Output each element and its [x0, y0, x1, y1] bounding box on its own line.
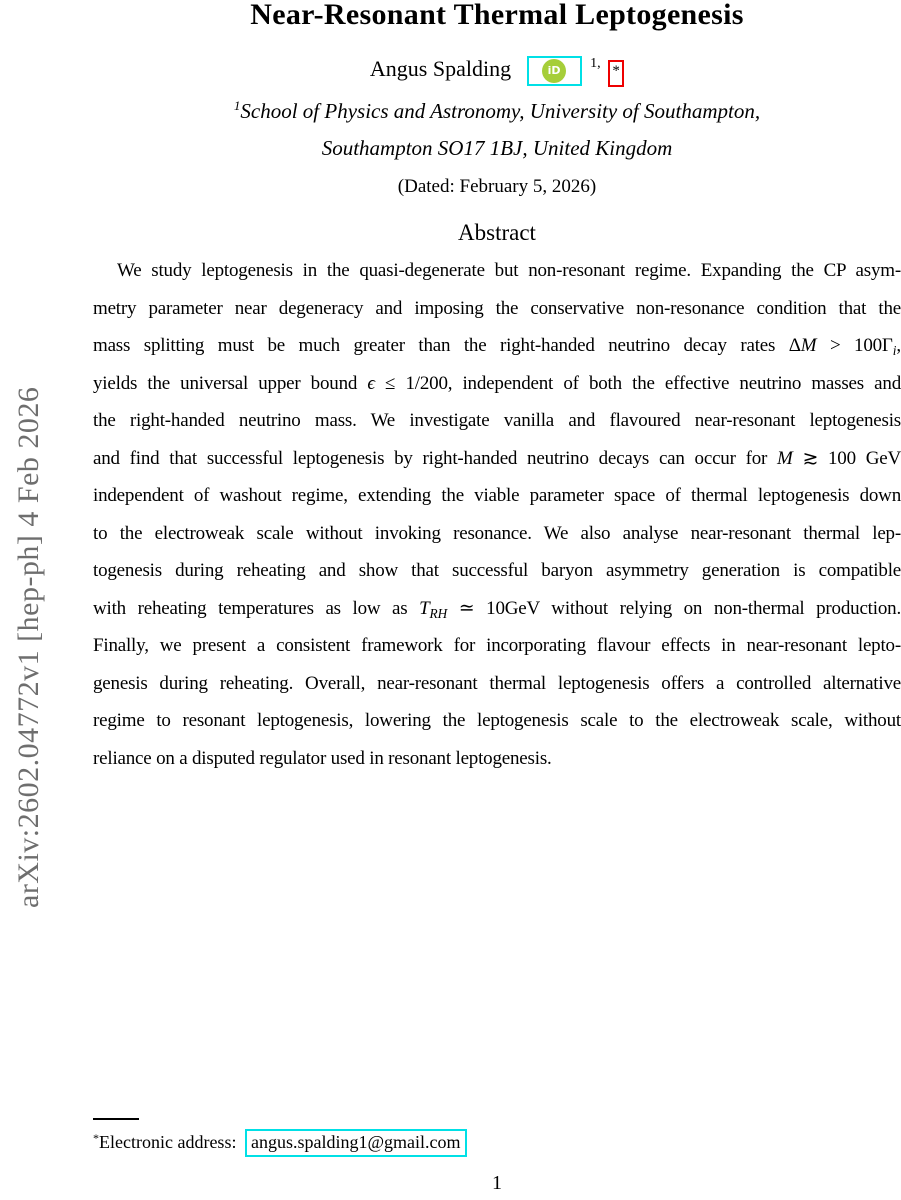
page-number: 1	[492, 1172, 502, 1194]
abstract-line: and find that successful leptogenesis by right-handed neutrino decays can occur for M ≳ 100 GeV	[93, 447, 901, 469]
abstract-line: We study leptogenesis in the quasi-degenerate but non-resonant regime. Expanding the CP asym-	[117, 260, 901, 281]
abstract-line: yields the universal upper bound ϵ ≤ 1/200, independent of both the effective neutrino masses and	[93, 372, 901, 394]
abstract-heading: Abstract	[458, 220, 536, 245]
orcid-icon: iD	[542, 59, 566, 83]
abstract-line: regime to resonant leptogenesis, lowering the leptogenesis scale to the electroweak scale, without	[93, 710, 901, 731]
abstract-line: Finally, we present a consistent framework for incorporating flavour effects in near-resonant lepto-	[93, 635, 901, 656]
abstract-line: reliance on a disputed regulator used in resonant leptogenesis.	[93, 747, 552, 769]
paper-content	[93, 0, 901, 777]
footnote-rule	[93, 1118, 139, 1120]
arxiv-watermark: arXiv:2602.04772v1 [hep-ph] 4 Feb 2026	[12, 386, 45, 908]
affiliation-text-1: School of Physics and Astronomy, University of Southampton,	[240, 99, 761, 123]
author-footnote-link[interactable]: *	[608, 60, 624, 87]
abstract-line: with reheating temperatures as low as $T_{RH}$ ≃ 10GeV without relying on non-thermal production.	[93, 597, 901, 621]
author-affiliation-ref: 1,	[590, 56, 601, 71]
abstract-line: the right-handed neutrino mass. We investigate vanilla and flavoured near-resonant leptogenesis	[93, 410, 901, 431]
date-line: (Dated: February 5, 2026)	[397, 176, 597, 197]
abstract-section	[93, 219, 901, 777]
orcid-link[interactable]	[527, 56, 582, 86]
author-line	[93, 53, 901, 85]
affiliation-marker: 1	[233, 98, 241, 113]
footnote-area	[93, 1118, 853, 1155]
affiliation-line-1	[93, 93, 901, 130]
footnote	[93, 1129, 853, 1155]
abstract-line: metry parameter near degeneracy and imposing the conservative non-resonance condition that the	[93, 297, 901, 319]
footnote-marker: *	[93, 1131, 99, 1145]
affiliation-block	[93, 93, 901, 167]
author-name: Angus Spalding	[369, 56, 512, 81]
abstract-line: genesis during reheating. Overall, near-resonant thermal leptogenesis offers a controlled alternative	[93, 672, 901, 694]
footnote-label: Electronic address:	[99, 1132, 237, 1152]
paper-title: Near-Resonant Thermal Leptogenesis	[250, 0, 744, 31]
abstract-line: independent of washout regime, extending the viable parameter space of thermal leptogenesis down	[93, 485, 901, 506]
affiliation-line-2: Southampton SO17 1BJ, United Kingdom	[321, 136, 673, 160]
email-link[interactable]: angus.spalding1@gmail.com	[245, 1129, 467, 1157]
abstract-line: mass splitting must be much greater than the right-handed neutrino decay rates $\Delta M > 100\Gamma_i$,	[93, 335, 901, 358]
abstract-line: togenesis during reheating and show that successful baryon asymmetry generation is compatible	[93, 560, 901, 581]
abstract-line: to the electroweak scale without invoking resonance. We also analyse near-resonant thermal lep-	[93, 522, 901, 544]
abstract-body	[93, 252, 901, 777]
